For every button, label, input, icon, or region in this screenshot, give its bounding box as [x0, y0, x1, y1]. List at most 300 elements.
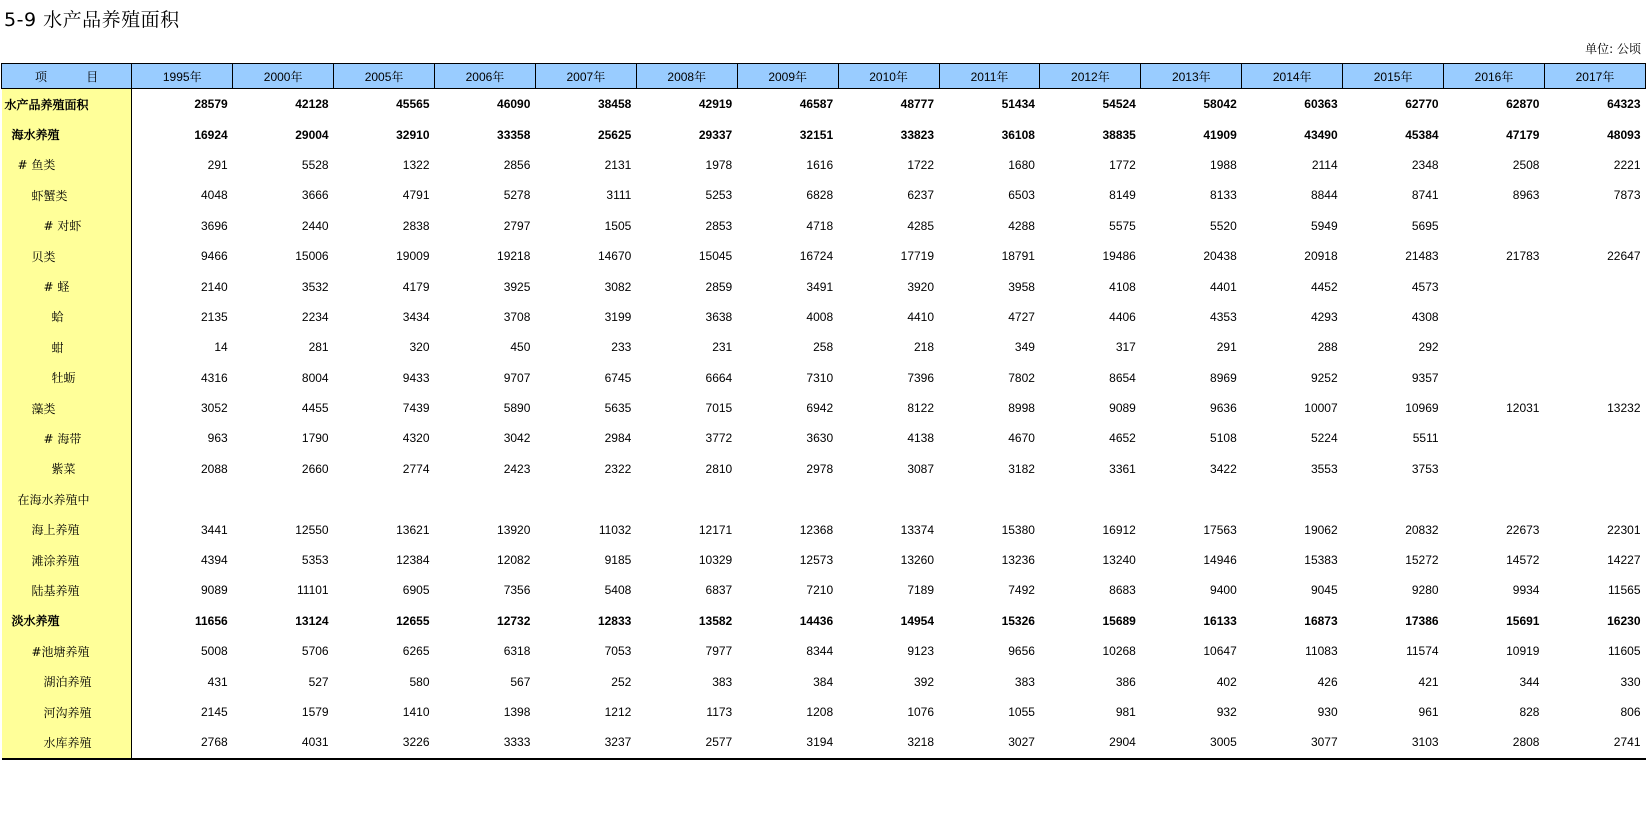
data-cell: 567: [510, 674, 531, 689]
data-cell: 12732: [497, 613, 531, 628]
data-cell: 2135: [200, 309, 228, 324]
data-cell: 13374: [900, 522, 935, 537]
data-cell: 8344: [806, 644, 834, 659]
data-cell: 4108: [1109, 279, 1136, 294]
data-cell: 2440: [301, 218, 329, 233]
data-cell: 3226: [334, 727, 435, 758]
data-cell: 48093: [1607, 127, 1641, 142]
data-cell: 8654: [1109, 370, 1136, 385]
data-cell: 12031: [1506, 401, 1540, 416]
data-cell: 11101: [297, 583, 329, 598]
data-cell: 11656: [194, 613, 228, 628]
data-cell: 13232: [1607, 401, 1641, 416]
data-cell: 3708: [503, 309, 531, 324]
data-cell: [1544, 484, 1645, 514]
table-body: [2, 89, 1646, 759]
data-cell: 16912: [1102, 522, 1136, 537]
data-cell: 14572: [1506, 553, 1540, 568]
data-cell: 281: [308, 340, 329, 355]
data-cell: 29004: [295, 127, 329, 142]
table-row: [2, 119, 1646, 149]
data-cell: 46587: [799, 97, 834, 112]
data-cell: [1544, 454, 1645, 484]
data-cell: 14954: [900, 613, 935, 628]
data-cell: 828: [1519, 705, 1540, 719]
data-cell: 3772: [705, 431, 733, 446]
data-cell: 47179: [1506, 127, 1540, 142]
row-label: 藻类: [2, 393, 132, 423]
data-cell: 1616: [806, 157, 834, 172]
data-cell: 10329: [698, 553, 733, 568]
data-cell: 330: [1620, 674, 1641, 689]
data-cell: 3434: [402, 309, 430, 324]
table-row: [2, 484, 1646, 514]
row-label: # 蛏: [2, 271, 132, 301]
data-cell: 11605: [1608, 644, 1641, 659]
data-cell: 42128: [295, 97, 329, 112]
row-label: 蛤: [2, 302, 132, 332]
data-cell: 4727: [1008, 309, 1035, 324]
data-cell: 4410: [907, 309, 935, 324]
column-header-year: 2016年: [1444, 64, 1545, 89]
row-label: # 海带: [2, 423, 132, 453]
data-cell: 9433: [402, 370, 430, 385]
data-cell: 2810: [705, 461, 733, 476]
data-cell: [1544, 302, 1645, 332]
data-cell: 9400: [1210, 583, 1237, 598]
column-header-year: 2009年: [737, 64, 838, 89]
table-row: [2, 211, 1646, 241]
table-row: [2, 636, 1646, 666]
data-cell: 4031: [233, 727, 334, 758]
data-cell: 963: [207, 431, 228, 446]
data-cell: [1444, 454, 1545, 484]
data-cell: 3077: [1242, 727, 1343, 758]
data-cell: 384: [813, 674, 834, 689]
data-cell: 3630: [806, 431, 834, 446]
data-cell: 48777: [900, 97, 935, 112]
row-label: 海上养殖: [2, 514, 132, 544]
data-cell: 7802: [1008, 370, 1035, 385]
data-cell: 981: [1115, 705, 1136, 719]
data-cell: [1444, 302, 1545, 332]
table-row: [2, 666, 1646, 696]
column-header-year: 2006年: [435, 64, 536, 89]
data-cell: 1680: [1008, 157, 1035, 172]
row-label: # 对虾: [2, 211, 132, 241]
column-header-year: 2007年: [535, 64, 636, 89]
data-cell: 9466: [200, 249, 228, 264]
data-cell: 7873: [1613, 188, 1641, 203]
column-header-item: 项 目: [2, 64, 132, 89]
data-cell: 62770: [1405, 97, 1439, 112]
data-cell: 2348: [1411, 157, 1439, 172]
data-cell: 1076: [907, 705, 935, 719]
data-cell: 252: [611, 674, 632, 689]
data-cell: 3920: [907, 279, 935, 294]
data-cell: 13260: [900, 553, 935, 568]
data-cell: 5224: [1310, 431, 1338, 446]
data-cell: [636, 484, 737, 514]
data-cell: [737, 484, 838, 514]
data-cell: 13582: [698, 613, 733, 628]
data-cell: 42919: [698, 97, 733, 112]
data-cell: 2577: [636, 727, 737, 758]
data-cell: 5695: [1411, 218, 1439, 233]
data-cell: 3441: [200, 522, 228, 537]
data-cell: 12833: [597, 613, 632, 628]
data-cell: 3082: [604, 279, 632, 294]
data-cell: 1212: [604, 705, 632, 719]
data-cell: 4353: [1210, 309, 1237, 324]
data-cell: 580: [409, 674, 430, 689]
data-cell: 2140: [200, 279, 228, 294]
data-cell: 9045: [1310, 583, 1338, 598]
row-label: 河沟养殖: [2, 697, 132, 727]
data-cell: 2221: [1613, 157, 1641, 172]
data-cell: [1444, 484, 1545, 514]
table-row: [2, 514, 1646, 544]
data-cell: 4452: [1310, 279, 1338, 294]
data-cell: [1444, 332, 1545, 362]
data-cell: 10969: [1405, 401, 1439, 416]
table-row: [2, 241, 1646, 271]
row-label: 在海水养殖中: [2, 484, 132, 514]
data-cell: 8969: [1210, 370, 1237, 385]
data-cell: 2114: [1311, 157, 1338, 172]
data-cell: 7439: [402, 401, 430, 416]
data-cell: 33823: [900, 127, 935, 142]
data-cell: 45384: [1405, 127, 1439, 142]
data-cell: 22673: [1506, 522, 1540, 537]
data-cell: 1722: [907, 157, 935, 172]
data-cell: 11574: [1406, 644, 1439, 659]
data-cell: 28579: [194, 97, 228, 112]
data-cell: [1444, 271, 1545, 301]
data-cell: 4285: [907, 218, 935, 233]
row-label: 海水养殖: [2, 119, 132, 149]
data-cell: 6905: [402, 583, 430, 598]
data-cell: [132, 484, 233, 514]
data-cell: 291: [207, 157, 228, 172]
column-header-year: 2000年: [233, 64, 334, 89]
data-cell: [435, 484, 536, 514]
data-cell: 4652: [1109, 431, 1136, 446]
data-cell: 12368: [799, 522, 834, 537]
data-cell: 3087: [907, 461, 935, 476]
data-cell: 2774: [402, 461, 430, 476]
data-cell: 14227: [1607, 553, 1641, 568]
column-header-year: 2012年: [1040, 64, 1141, 89]
data-cell: 6237: [907, 188, 935, 203]
data-cell: 7189: [907, 583, 935, 598]
data-cell: 3361: [1109, 461, 1136, 476]
column-header-year: 2005年: [334, 64, 435, 89]
table-row: [2, 727, 1646, 758]
data-cell: 6664: [705, 370, 733, 385]
data-cell: 9934: [1512, 583, 1540, 598]
table-row: [2, 454, 1646, 484]
data-cell: 3103: [1343, 727, 1444, 758]
data-cell: 36108: [1001, 127, 1035, 142]
data-cell: 32151: [799, 127, 834, 142]
data-cell: 29337: [698, 127, 733, 142]
aquaculture-area-table: [1, 63, 1646, 760]
data-cell: 2145: [200, 705, 228, 719]
data-cell: 12550: [295, 522, 329, 537]
data-cell: 4718: [806, 218, 834, 233]
data-cell: 349: [1014, 340, 1035, 355]
data-cell: 5575: [1109, 218, 1136, 233]
table-row: [2, 423, 1646, 453]
data-cell: 16924: [194, 127, 228, 142]
data-cell: 8844: [1310, 188, 1338, 203]
data-cell: 288: [1317, 340, 1338, 355]
data-cell: 15691: [1506, 613, 1540, 628]
data-cell: 231: [712, 340, 733, 355]
data-cell: 527: [308, 674, 329, 689]
data-cell: 19218: [497, 249, 531, 264]
data-cell: 38835: [1102, 127, 1136, 142]
data-cell: 2808: [1444, 727, 1545, 758]
column-header-year: 2014年: [1242, 64, 1343, 89]
data-cell: 19009: [396, 249, 430, 264]
data-cell: 2984: [604, 431, 632, 446]
column-header-year: 1995年: [132, 64, 233, 89]
data-cell: 15380: [1001, 522, 1035, 537]
row-label: 陆基养殖: [2, 575, 132, 605]
table-row: [2, 180, 1646, 210]
data-cell: 1173: [706, 705, 733, 719]
data-cell: 3333: [435, 727, 536, 758]
data-cell: 16873: [1304, 613, 1338, 628]
row-label: 水库养殖: [2, 727, 132, 758]
data-cell: 7977: [705, 644, 733, 659]
data-cell: 3199: [604, 309, 632, 324]
data-cell: 10268: [1102, 644, 1136, 659]
row-label: 蚶: [2, 332, 132, 362]
data-cell: 6318: [503, 644, 531, 659]
data-cell: [1343, 484, 1444, 514]
data-cell: 450: [510, 340, 531, 355]
data-cell: 2088: [200, 461, 228, 476]
row-label: 牡蛎: [2, 363, 132, 393]
data-cell: 292: [1418, 340, 1439, 355]
data-cell: 6503: [1008, 188, 1035, 203]
table-row: [2, 697, 1646, 727]
data-cell: 7396: [907, 370, 935, 385]
data-cell: 392: [914, 674, 935, 689]
data-cell: 3027: [939, 727, 1040, 758]
data-cell: 3237: [535, 727, 636, 758]
data-cell: 4008: [806, 309, 834, 324]
data-cell: [1544, 332, 1645, 362]
data-cell: 4308: [1411, 309, 1439, 324]
data-cell: 320: [409, 340, 430, 355]
data-cell: [1544, 211, 1645, 241]
data-cell: 2423: [503, 461, 531, 476]
data-cell: 12171: [698, 522, 733, 537]
data-cell: 13236: [1001, 553, 1035, 568]
data-cell: 20438: [1203, 249, 1237, 264]
data-cell: 8149: [1109, 188, 1136, 203]
data-cell: 13920: [497, 522, 531, 537]
data-cell: 402: [1216, 674, 1237, 689]
data-cell: 5520: [1210, 218, 1237, 233]
data-cell: 9185: [604, 553, 632, 568]
column-header-year: 2013年: [1141, 64, 1242, 89]
data-cell: [535, 484, 636, 514]
data-cell: 21783: [1506, 249, 1540, 264]
data-cell: 15326: [1001, 613, 1035, 628]
data-cell: 32910: [396, 127, 430, 142]
row-label: 滩涂养殖: [2, 545, 132, 575]
data-cell: 2131: [604, 157, 632, 172]
data-cell: 54524: [1102, 97, 1136, 112]
data-cell: 4401: [1210, 279, 1237, 294]
data-cell: 22301: [1607, 522, 1641, 537]
data-cell: 22647: [1607, 249, 1641, 264]
data-cell: 9089: [200, 583, 228, 598]
data-cell: 3638: [705, 309, 733, 324]
data-cell: [1544, 271, 1645, 301]
data-cell: 4179: [402, 279, 430, 294]
column-header-year: 2010年: [838, 64, 939, 89]
table-row: [2, 89, 1646, 120]
data-cell: 3005: [1141, 727, 1242, 758]
data-cell: 38458: [597, 97, 632, 112]
data-cell: 7210: [806, 583, 834, 598]
data-cell: 7356: [503, 583, 531, 598]
data-cell: 5511: [1412, 431, 1439, 446]
table-header-row: [2, 64, 1646, 89]
data-cell: 2838: [402, 218, 430, 233]
data-cell: 2741: [1544, 727, 1645, 758]
data-cell: 13124: [295, 613, 329, 628]
data-cell: 3422: [1210, 461, 1237, 476]
data-cell: 1505: [604, 218, 632, 233]
data-cell: 16133: [1203, 613, 1237, 628]
data-cell: 5353: [301, 553, 329, 568]
data-cell: 6837: [705, 583, 733, 598]
data-cell: 386: [1115, 674, 1136, 689]
data-cell: 15272: [1405, 553, 1439, 568]
data-cell: 421: [1418, 674, 1439, 689]
data-cell: 25625: [597, 127, 632, 142]
data-cell: 5528: [301, 157, 329, 172]
data-cell: 5253: [705, 188, 733, 203]
data-cell: 19486: [1102, 249, 1136, 264]
data-cell: 2508: [1512, 157, 1540, 172]
data-cell: 5706: [301, 644, 329, 659]
data-cell: 14: [214, 340, 228, 355]
data-cell: [1141, 484, 1242, 514]
data-cell: 9656: [1008, 644, 1035, 659]
data-cell: 6745: [604, 370, 632, 385]
data-cell: [233, 484, 334, 514]
data-cell: 8963: [1512, 188, 1540, 203]
data-cell: 1988: [1210, 157, 1237, 172]
data-cell: 7492: [1008, 583, 1035, 598]
data-cell: [838, 484, 939, 514]
data-cell: 344: [1519, 674, 1540, 689]
data-cell: 233: [611, 340, 632, 355]
data-cell: 62870: [1506, 97, 1540, 112]
data-cell: 15689: [1102, 613, 1136, 628]
data-cell: 58042: [1203, 97, 1237, 112]
table-row: [2, 363, 1646, 393]
data-cell: 1208: [806, 705, 834, 719]
data-cell: 7310: [806, 370, 834, 385]
data-cell: 10007: [1304, 401, 1338, 416]
data-cell: 2856: [503, 157, 531, 172]
column-header-year: 2015年: [1343, 64, 1444, 89]
row-label: # 鱼类: [2, 150, 132, 180]
data-cell: 5108: [1210, 431, 1237, 446]
data-cell: 8133: [1210, 188, 1237, 203]
data-cell: 13240: [1102, 553, 1136, 568]
data-cell: 2859: [705, 279, 733, 294]
data-cell: 8741: [1411, 188, 1439, 203]
data-cell: 3111: [606, 188, 632, 203]
data-cell: 383: [1014, 674, 1035, 689]
column-header-year: 2017年: [1544, 64, 1645, 89]
column-header-year: 2011年: [939, 64, 1040, 89]
data-cell: 43490: [1304, 127, 1338, 142]
data-cell: 17719: [900, 249, 935, 264]
data-cell: 4406: [1109, 309, 1136, 324]
data-cell: 932: [1216, 705, 1237, 719]
data-cell: [1544, 423, 1645, 453]
data-cell: 9252: [1310, 370, 1338, 385]
data-cell: 4455: [301, 401, 329, 416]
data-cell: 3553: [1310, 461, 1338, 476]
data-cell: 431: [207, 674, 228, 689]
data-cell: 2853: [705, 218, 733, 233]
data-cell: 14670: [597, 249, 632, 264]
data-cell: 2797: [503, 218, 531, 233]
table-row: [2, 271, 1646, 301]
data-cell: 51434: [1001, 97, 1035, 112]
data-cell: 45565: [396, 97, 430, 112]
data-cell: 9280: [1411, 583, 1439, 598]
data-cell: 60363: [1304, 97, 1338, 112]
data-cell: [1544, 363, 1645, 393]
data-cell: 12573: [799, 553, 834, 568]
data-cell: 21483: [1405, 249, 1439, 264]
data-cell: 33358: [497, 127, 531, 142]
data-cell: 3194: [737, 727, 838, 758]
data-cell: 7015: [705, 401, 733, 416]
data-cell: 8122: [907, 401, 935, 416]
data-cell: 5890: [503, 401, 531, 416]
row-label: 水产品养殖面积: [2, 89, 132, 120]
data-cell: [939, 484, 1040, 514]
data-cell: 1055: [1008, 705, 1035, 719]
data-cell: 3491: [806, 279, 834, 294]
row-label: 湖泊养殖: [2, 666, 132, 696]
data-cell: 6942: [806, 401, 834, 416]
data-cell: 1978: [705, 157, 733, 172]
data-cell: 3925: [503, 279, 531, 294]
row-label: 贝类: [2, 241, 132, 271]
data-cell: 3958: [1008, 279, 1035, 294]
data-cell: 806: [1620, 705, 1641, 719]
data-cell: 9357: [1411, 370, 1439, 385]
data-cell: 10919: [1506, 644, 1540, 659]
table-row: [2, 150, 1646, 180]
data-cell: 5635: [604, 401, 632, 416]
